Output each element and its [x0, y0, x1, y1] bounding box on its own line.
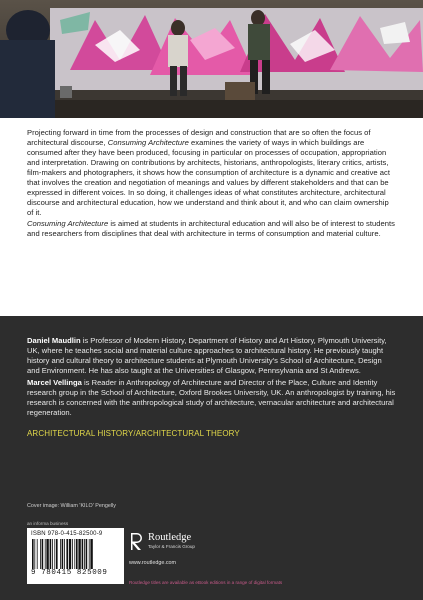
publisher-logo — [129, 532, 195, 551]
graffiti-photo-illustration — [0, 0, 423, 118]
subject-category: ARCHITECTURAL HISTORY/ARCHITECTURAL THEORY — [27, 429, 240, 439]
publisher-subtitle: Taylor & Francis Group — [148, 544, 195, 549]
publisher-name: Routledge — [148, 532, 192, 543]
author-name: Daniel Maudlin — [27, 336, 81, 345]
isbn-text: ISBN 978-0-415-82500-9 — [31, 531, 103, 537]
cover-image-credit: Cover image: William 'KILO' Pengelly — [27, 503, 116, 509]
barcode-icon — [31, 539, 120, 569]
description-paragraph-1: Projecting forward in time from the processes of design and construction that are so often the focus of architectural discourse, Consuming Architecture examines the variety of ways in which buildings are consumed after they have been produced, focusing in particular on processes of occupation, appropriation and interpretation. Drawing on contributions by architects, historians, anthropologists, literary critics, artists, film-makers and photographers, it shows how the consumption of architecture is a dynamic and creative act that involves the creation and negotiation of meanings and values by different stakeholders and that can be expressed in different voices. In so doing, it challenges ideas of what constitutes architecture, architectural discourse and architectural education, how we understand and think about it, and who can claim ownership of it. — [27, 128, 390, 218]
barcode-number: 9 780415 825009 — [31, 569, 108, 577]
isbn-barcode-box — [27, 528, 124, 584]
book-title-italic: Consuming Architecture — [107, 138, 189, 148]
author-bio-maudlin: Daniel Maudlin is Professor of Modern History, Department of History and Art History, Plymouth University, UK, where he teaches social and material culture approaches to architectural history. He previously taught history and cultural theory to architecture students at Plymouth University's School of Architecture, Design and Environment. He has also taught at the Universities of Glasgow, Pennsylvania and St Andrews. — [27, 336, 387, 376]
ebook-note: Routledge titles are available as eBook editions in a range of digital formats — [129, 580, 283, 585]
informa-business-label: an informa business — [27, 521, 69, 526]
author-name: Marcel Vellinga — [27, 378, 82, 388]
description-panel — [0, 118, 423, 316]
routledge-logo-icon — [129, 532, 144, 551]
publisher-url: www.routledge.com — [129, 560, 177, 566]
author-bio-vellinga: Marcel Vellinga is Reader in Anthropology of Architecture and Director of the Place, Culture and Identity research group in the School of Architecture, Oxford Brookes University, UK. An anthropologist by training, his research is concerned with the anthropological study of architecture, vernacular architecture and architectural regeneration. — [27, 378, 396, 418]
book-title-italic: Consuming Architecture — [27, 219, 109, 229]
description-paragraph-2: Consuming Architecture is aimed at students in architectural education and will also be of interest to students and researchers from disciplines that deal with architecture in terms of consumption and material culture. — [27, 219, 395, 239]
cover-photo — [0, 0, 423, 118]
